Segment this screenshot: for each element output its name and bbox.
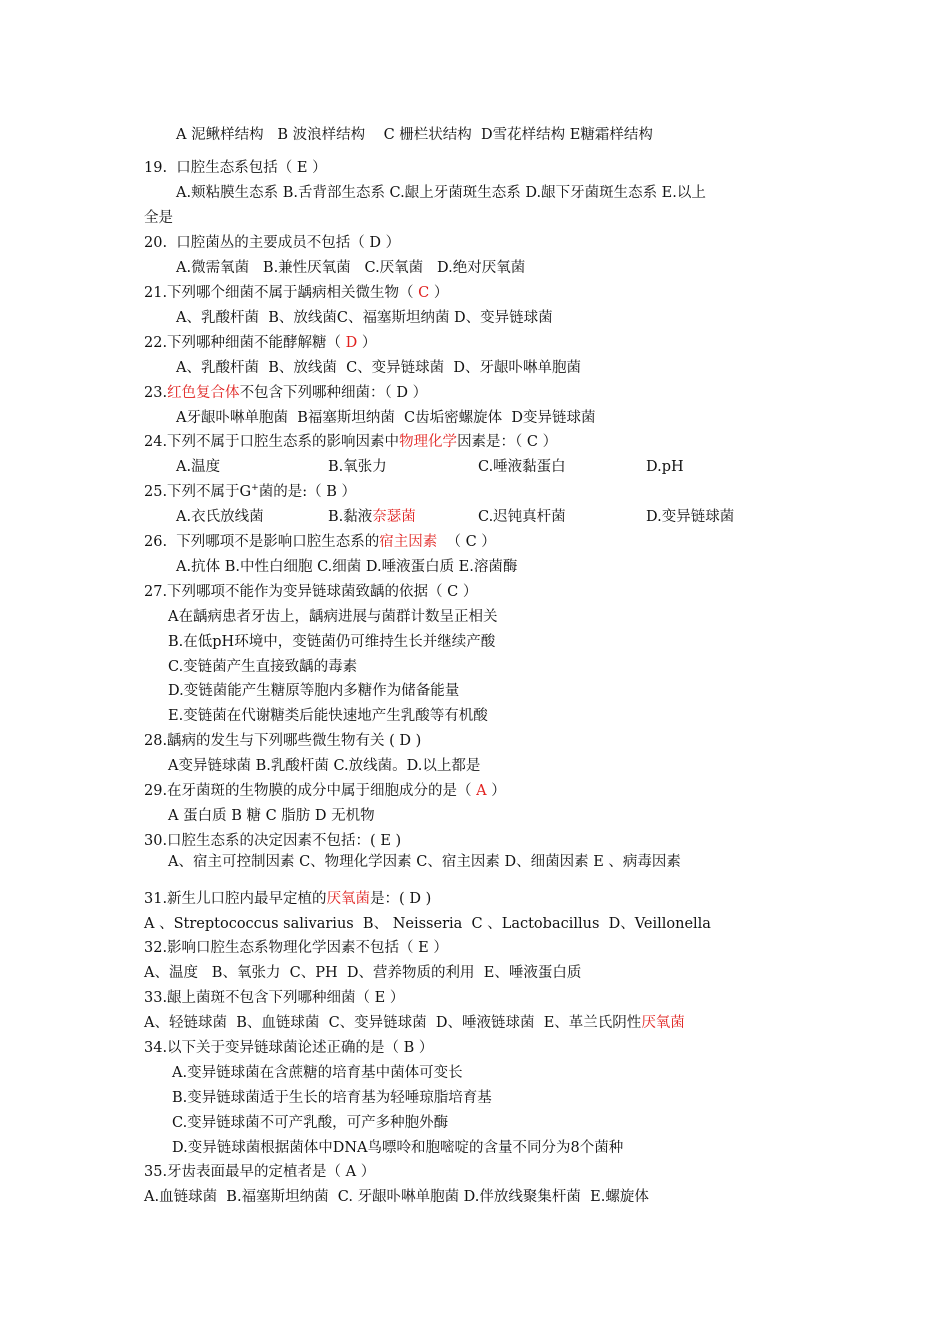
q26-options: A.抗体 B.中性白细胞 C.细菌 D.唾液蛋白质 E.溶菌酶 [176, 559, 518, 575]
q26-question [144, 532, 496, 552]
q28-options: A变异链球菌 B.乳酸杆菌 C.放线菌。D.以上都是 [168, 758, 481, 774]
q23-options: A牙龈卟啉单胞菌 B福塞斯坦纳菌 C齿垢密螺旋体 D变异链球菌 [176, 410, 596, 426]
q23-highlight: 红色复合体 [167, 385, 240, 401]
q27-option-c: C.变链菌产生直接致龋的毒素 [168, 659, 358, 675]
q22-options: A、乳酸杆菌 B、放线菌 C、变异链球菌 D、牙龈卟啉单胞菌 [176, 360, 581, 376]
q31-question [144, 889, 431, 909]
q24-text: 24.下列不属于口腔生态系的影响因素中 [144, 434, 400, 450]
q22-answer: D [345, 335, 358, 351]
q29-options: A 蛋白质 B 糖 C 脂肪 D 无机物 [168, 808, 375, 824]
q28-question: 28.龋病的发生与下列哪些微生物有关 ( D ) [144, 733, 422, 749]
q18-options: A 泥鳅样结构 B 波浪样结构 C 栅栏状结构 D雪花样结构 E糖霜样结构 [176, 127, 653, 143]
q29-text-end: ） [486, 783, 506, 799]
q25-option-d: D.变异链球菌 [646, 509, 735, 525]
q24-option-a: A.温度 [176, 459, 221, 475]
q34-option-b: B.变异链球菌适于生长的培育基为轻唾琼脂培育基 [172, 1090, 492, 1106]
q25-text-end: 菌的是:（ B ） [258, 484, 356, 500]
q27-question: 27.下列哪项不能作为变异链球菌致龋的依据（ C ） [144, 584, 478, 600]
q25-option-b-highlight: 奈瑟菌 [372, 509, 416, 525]
q31-highlight: 厌氧菌 [326, 891, 371, 907]
q31-text: 31.新生儿口腔内最早定植的 [144, 891, 327, 907]
q21-answer: C [418, 285, 430, 301]
q21-text: 21.下列哪个细菌不属于龋病相关微生物（ [144, 285, 419, 301]
q35-options: A.血链球菌 B.福塞斯坦纳菌 C. 牙龈卟啉单胞菌 D.伴放线聚集杆菌 E.螺旋体 [144, 1189, 649, 1205]
q30-question: 30.口腔生态系的决定因素不包括：( E ) [144, 833, 402, 849]
q19-options: A.颊粘膜生态系 B.舌背部生态系 C.龈上牙菌斑生态系 D.龈下牙菌斑生态系 E.以上 [176, 185, 706, 201]
q29-question [144, 781, 506, 801]
q21-options: A、乳酸杆菌 B、放线菌C、福塞斯坦纳菌 D、变异链球菌 [176, 310, 553, 326]
q25-option-c: C.迟钝真杆菌 [478, 509, 566, 525]
q26-highlight: 宿主因素 [379, 534, 438, 550]
q33-question: 33.龈上菌斑不包含下列哪种细菌（ E ） [144, 990, 405, 1006]
q32-question: 32.影响口腔生态系物理化学因素不包括（ E ） [144, 940, 448, 956]
q34-question: 34.以下关于变异链球菌论述正确的是（ B ） [144, 1040, 434, 1056]
q23-text: 不包含下列哪种细菌：（ D ） [239, 385, 428, 401]
q23-number: 23. [144, 385, 168, 401]
q35-question: 35.牙齿表面最早的定植者是（ A ） [144, 1164, 376, 1180]
q25-question [144, 482, 356, 502]
q19-question: 19. 口腔生态系包括（ E ） [144, 160, 327, 176]
q34-option-c: C.变异链球菌不可产乳酸，可产多种胞外酶 [172, 1115, 449, 1131]
q34-option-a: A.变异链球菌在含蔗糖的培育基中菌体可变长 [172, 1065, 463, 1081]
q29-text: 29.在牙菌斑的生物膜的成分中属于细胞成分的是（ [144, 783, 477, 799]
q24-question [144, 432, 557, 452]
q29-answer: A [476, 783, 487, 799]
q25-superscript: + [251, 483, 259, 494]
q33-options [144, 1013, 685, 1033]
q24-option-d: D.pH [646, 459, 684, 475]
q26-text-end: （ C ） [437, 534, 496, 550]
q27-option-b: B.在低pH环境中，变链菌仍可维持生长并继续产酸 [168, 634, 496, 650]
q25-text: 25.下列不属于G [144, 484, 252, 500]
q20-question: 20. 口腔菌丛的主要成员不包括（ D ） [144, 235, 401, 251]
q30-options: A、宿主可控制因素 C、物理化学因素 C、宿主因素 D、细菌因素 E 、病毒因素 [168, 854, 681, 870]
q34-option-d: D.变异链球菌根据菌体中DNA鸟嘌呤和胞嘧啶的含量不同分为8个菌种 [172, 1140, 624, 1156]
q31-text-end: 是：( D ) [370, 891, 432, 907]
q24-option-c: C.唾液黏蛋白 [478, 459, 566, 475]
q27-option-d: D.变链菌能产生糖原等胞内多糖作为储备能量 [168, 683, 460, 699]
q24-highlight: 物理化学 [399, 434, 458, 450]
q33-highlight: 厌氧菌 [641, 1015, 685, 1031]
q33-options-text: A、轻链球菌 B、血链球菌 C、变异链球菌 D、唾液链球菌 E、革兰氏阴性 [144, 1015, 642, 1031]
q25-option-b-text: B.黏液 [328, 509, 373, 525]
q25-option-a: A.衣氏放线菌 [176, 509, 264, 525]
q21-text-end: ） [429, 285, 449, 301]
q22-text-end: ） [357, 335, 377, 351]
q24-text-end: 因素是：（ C ） [457, 434, 558, 450]
q26-text: 26. 下列哪项不是影响口腔生态系的 [144, 534, 380, 550]
q21-question [144, 283, 448, 303]
q20-options: A.微需氧菌 B.兼性厌氧菌 C.厌氧菌 D.绝对厌氧菌 [176, 260, 526, 276]
q24-option-b: B.氧张力 [328, 459, 387, 475]
q19-options-cont: 全是 [144, 210, 173, 226]
q22-text: 22.下列哪种细菌不能酵解糖（ [144, 335, 346, 351]
q32-options: A、温度 B、氧张力 C、PH D、营养物质的利用 E、唾液蛋白质 [144, 965, 582, 981]
q25-option-b [328, 507, 416, 527]
q22-question [144, 333, 376, 353]
q31-options: A 、Streptococcus salivarius B、 Neisseria C 、Lactobacillus D、Veillonella [144, 916, 711, 932]
q23-question [144, 383, 427, 403]
q27-option-e: E.变链菌在代谢糖类后能快速地产生乳酸等有机酸 [168, 708, 488, 724]
q27-option-a: A在龋病患者牙齿上，龋病进展与菌群计数呈正相关 [168, 609, 498, 625]
